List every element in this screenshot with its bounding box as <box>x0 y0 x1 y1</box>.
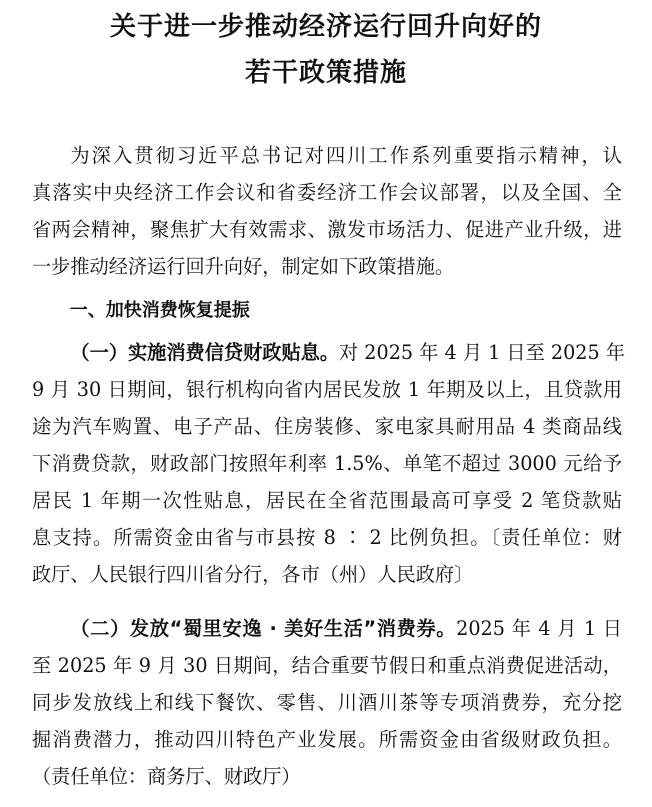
item-1-line-6: 息支持。所需资金由省与市县按 8 ∶ 2 比例负担。〔责任单位：财 <box>32 526 622 549</box>
item-1-lead: （一）实施消费信贷财政贴息。 <box>70 341 340 364</box>
item-2-first-line-rest: 2025 年 4 月 1 日 <box>456 617 622 640</box>
item-2-first-line <box>32 610 622 647</box>
item-2-line-4: 掘消费潜力，推动四川特色产业发展。所需资金由省级财政负担。 <box>32 728 622 751</box>
intro-line-2: 真落实中央经济工作会议和省委经济工作会议部署，以及全国、全 <box>32 181 622 204</box>
item-2-line-3: 同步发放线上和线下餐饮、零售、川酒川茶等专项消费券，充分挖 <box>32 691 622 714</box>
intro-line-4: 一步推动经济运行回升向好，制定如下政策措施。 <box>32 255 455 278</box>
item-1-line-2: 9 月 30 日期间，银行机构向省内居民发放 1 年期及以上，且贷款用 <box>32 378 622 401</box>
item-1-line-7: 政厅、人民银行四川省分行，各市（州）人民政府〕 <box>32 563 474 586</box>
item-1-first-line-rest: 对 2025 年 4 月 1 日至 2025 年 <box>339 341 626 364</box>
item-1-line-4: 下消费贷款，财政部门按照年利率 1.5%、单笔不超过 3000 元给予 <box>32 452 622 475</box>
intro-line-3: 省两会精神，聚焦扩大有效需求、激发市场活力、促进产业升级，进 <box>32 218 622 241</box>
item-1-line-5: 居民 1 年期一次性贴息，居民在全省范围最高可享受 2 笔贷款贴 <box>32 489 622 512</box>
item-2-line-2: 至 2025 年 9 月 30 日期间，结合重要节假日和重点消费促进活动， <box>32 654 622 677</box>
document-title-line-1: 关于进一步推动经济运行回升向好的 <box>109 12 542 42</box>
intro-paragraph <box>32 137 622 285</box>
item-1-first-line <box>32 334 626 371</box>
item-1-line-3: 途为汽车购置、电子产品、住房装修、家电家具耐用品 4 类商品线 <box>32 415 622 438</box>
item-2-paragraph <box>32 610 622 795</box>
item-2-line-5: （责任单位：商务厅、财政厅） <box>32 765 301 788</box>
section-1-heading: 一、加快消费恢复提振 <box>69 300 250 321</box>
document-title-line-2: 若干政策措施 <box>244 58 407 88</box>
intro-line-1: 为深入贯彻习近平总书记对四川工作系列重要指示精神，认 <box>70 144 622 167</box>
item-2-lead: （二）发放“蜀里安逸 · 美好生活”消费券。 <box>70 617 457 640</box>
item-1-paragraph <box>32 334 626 593</box>
